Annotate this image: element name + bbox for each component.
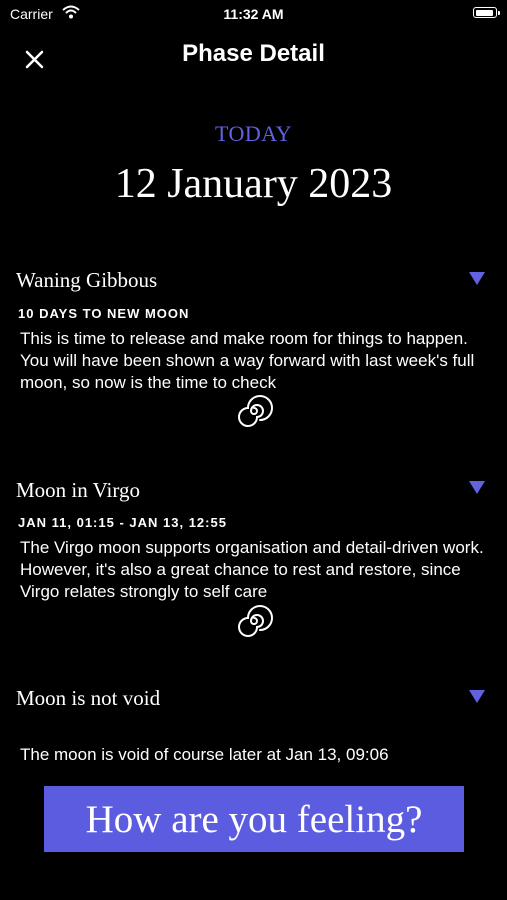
section-body: The moon is void of course later at Jan 13, 09:06 [20, 745, 389, 764]
battery-icon [473, 7, 497, 18]
chevron-down-icon[interactable] [469, 481, 485, 494]
section-subtitle: 10 DAYS TO NEW MOON [18, 306, 190, 321]
status-bar [0, 0, 507, 28]
how-are-you-feeling-button[interactable]: How are you feeling? [44, 786, 464, 852]
status-time: 11:32 AM [223, 6, 284, 22]
section-title[interactable]: Waning Gibbous [16, 268, 158, 292]
section-title[interactable]: Moon in Virgo [16, 478, 140, 502]
spiral-icon[interactable] [237, 604, 271, 638]
page-title: Phase Detail [182, 40, 325, 67]
carrier-label: Carrier [10, 6, 53, 22]
spiral-icon[interactable] [237, 394, 271, 428]
section-body: This is time to release and make room for things to happen. You will have been shown a way forward with last week's full moon, so now is the time to check [20, 329, 475, 392]
section-subtitle: JAN 11, 01:15 - JAN 13, 12:55 [18, 515, 227, 530]
section-body: The Virgo moon supports organisation and detail-driven work. However, it's also a great chance to rest and restore, since Virgo relates strongly to self care [20, 538, 484, 601]
chevron-down-icon[interactable] [469, 690, 485, 703]
chevron-down-icon[interactable] [469, 272, 485, 285]
today-label: TODAY [214, 121, 293, 146]
section-title[interactable]: Moon is not void [16, 686, 161, 710]
date-heading: 12 January 2023 [114, 161, 393, 207]
